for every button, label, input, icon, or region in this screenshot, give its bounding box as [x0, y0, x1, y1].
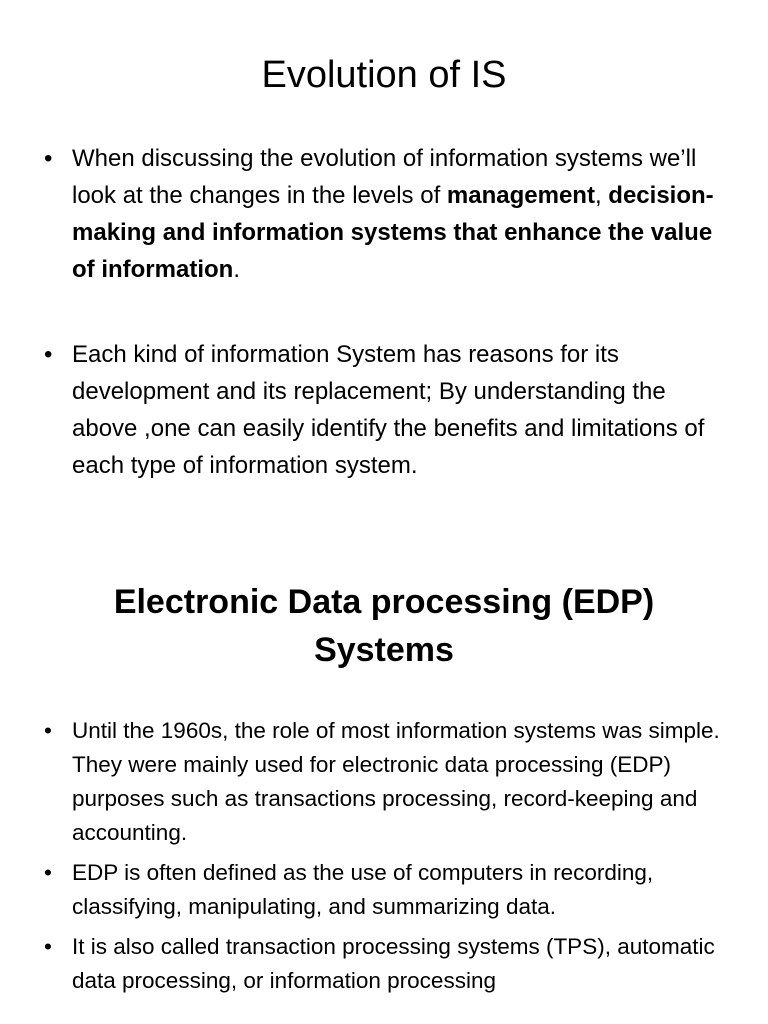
slide-title: Evolution of IS [261, 54, 507, 96]
bullet-text: . [233, 256, 240, 283]
bullet-text: Each kind of information System has reasons for its development and its replacement; By understanding the above ,one can easily identify the benefits and limitations of each type of information system. [72, 341, 705, 479]
slide-title: Electronic Data processing (EDP) Systems [113, 583, 655, 669]
bullet-text: EDP is often defined as the use of computers in recording, classifying, manipulating, and summarizing data. [72, 860, 654, 919]
bullet-text: When discussing the evolution of information systems we’ll look at the changes in the levels of [72, 145, 697, 209]
slide-edp-systems [0, 560, 768, 1024]
bullet-text: , [594, 182, 609, 209]
bullet-item [44, 714, 734, 850]
bullet-icon: • [44, 718, 52, 743]
bullet-icon: • [44, 145, 53, 172]
bullet-item [44, 930, 734, 998]
bullet-text: It is also called transaction processing systems (TPS), automatic data processing, or information processing [72, 934, 715, 993]
bullet-icon: • [44, 934, 52, 959]
bullet-item [44, 336, 724, 484]
bullet-text: Until the 1960s, the role of most information systems was simple. They were mainly used for electronic data processing (EDP) purposes such as transactions processing, record-keeping and accounting. [72, 718, 720, 845]
bullet-item [44, 140, 724, 288]
bold-text: management [446, 182, 595, 209]
bullet-list [44, 140, 724, 532]
bold-text: decision-making and information systems that enhance the value of information [72, 182, 714, 283]
bullet-icon: • [44, 860, 52, 885]
bullet-item [44, 856, 734, 924]
bullet-icon: • [44, 341, 53, 368]
bullet-list [44, 714, 734, 1004]
